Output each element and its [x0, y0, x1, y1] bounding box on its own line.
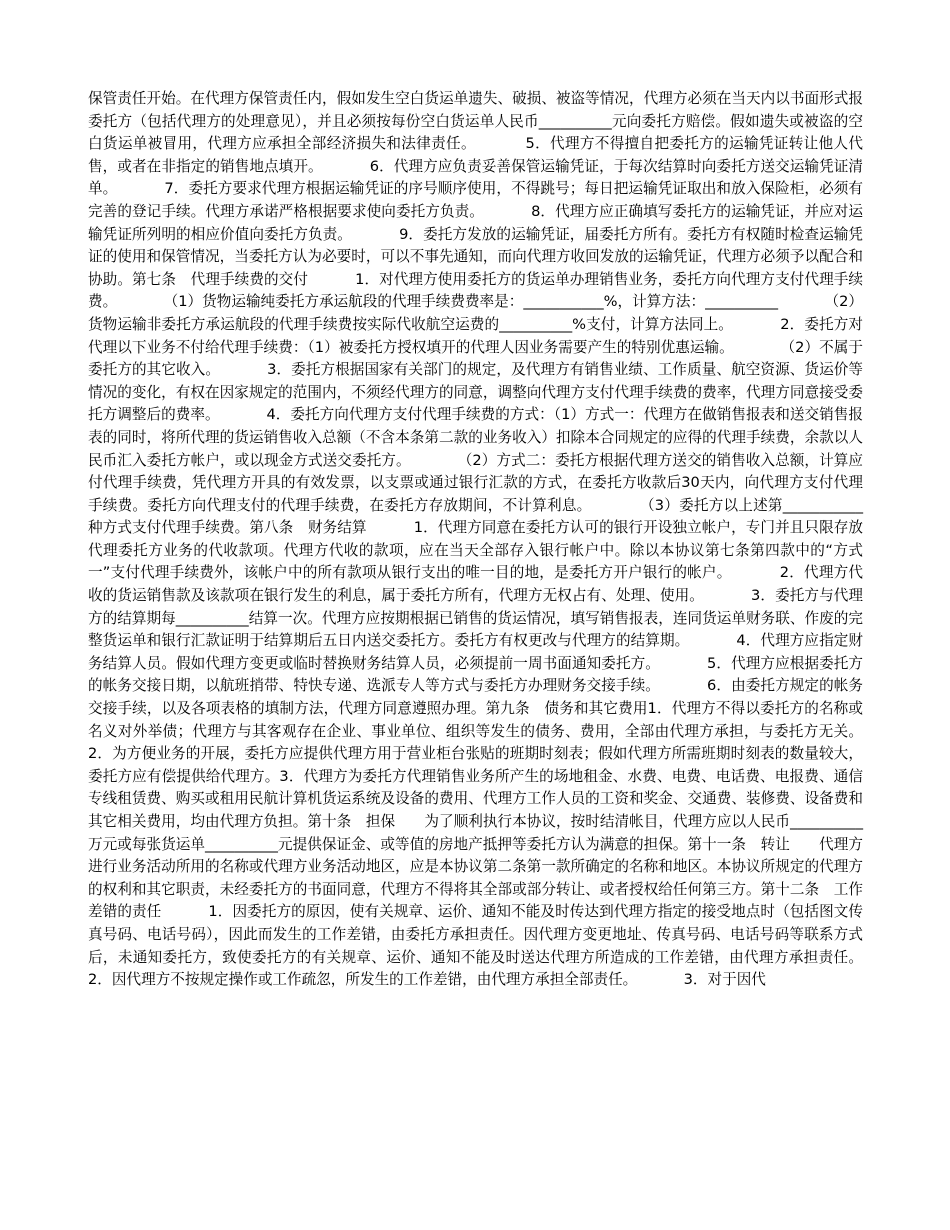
document-body-text: 保管责任开始。在代理方保管责任内，假如发生空白货运单遗失、破损、被盗等情况，代理方必须在当天内以书面形式报委托方（包括代理方的处理意见），并且必须按每份空白货运单人民币__________元向委托方赔偿。假如遗失或被盗的空白货运单被冒用，代理方应承担全部经济损失和法律责任。 5．代理方不得擅自把委托方的运输凭证转让他人代售，或者在非指定的销售地点填开。 6．代理方应负责妥善保管运输凭证，于每次结算时向委托方送交运输凭证清单。 7．委托方要求代理方根据运输凭证的序号顺序使用，不得跳号；每日把运输凭证取出和放入保险柜，必须有完善的登记手续。代理方承诺严格根据要求使向委托方负责。 8．代理方应正确填写委托方的运输凭证，并应对运输凭证所列明的相应价值向委托方负责。 9．委托方发放的运输凭证，届委托方所有。委托方有权随时检查运输凭证的使用和保管情况，当委托方认为必要时，可以不事先通知，而向代理方收回发放的运输凭证，代理方必须予以配合和协助。第七条 代理手续费的交付 1．对代理方使用委托方的货运单办理销售业务，委托方向代理方支付代理手续费。 （1）货物运输纯委托方承运航段的代理手续费费率是：___________%，计算方法：__________ （2）货物运输非委托方承运航段的代理手续费按实际代收航空运费的__________%支付，计算方法同上。 2．委托方对代理以下业务不付给代理手续费：（1）被委托方授权填开的代理人因业务需要产生的特别优惠运输。 （2）不属于委托方的其它收入。 3．委托方根据国家有关部门的规定，及代理方有销售业绩、工作质量、航空资源、货运价等情况的变化，有权在因家规定的范围内，不须经代理方的同意，调整向代理方支付代理手续费的费率，代理方同意接受委托方调整后的费率。 4．委托方向代理方支付代理手续费的方式：（1）方式一：代理方在做销售报表和送交销售报表的同时，将所代理的货运销售收入总额（不含本条第二款的业务收入）扣除本合同规定的应得的代理手续费，余款以人民币汇入委托方帐户，或以现金方式送交委托方。 （2）方式二：委托方根据代理方送交的销售收入总额，计算应付代理手续费，凭代理方开具的有效发票，以支票或通过银行汇款的方式，在委托方收款后30天内，向代理方支付代理手续费。委托方向代理支付的代理手续费，在委托方存放期间，不计算利息。 （3）委托方以上述第___________种方式支付代理手续费。第八条 财务结算 1．代理方同意在委托方认可的银行开设独立帐户，专门并且只限存放代理委托方业务的代收款项。代理方代收的款项，应在当天全部存入银行帐户中。除以本协议第七条第四款中的“方式一”支付代理手续费外，该帐户中的所有款项从银行支出的唯一目的地，是委托方开户银行的帐户。 2．代理方代收的货运销售款及该款项在银行发生的利息，属于委托方所有，代理方无权占有、处理、使用。 3．委托方与代理方的结算期每__________结算一次。代理方应按期根据已销售的货运情况，填写销售报表，连同货运单财务联、作废的完整货运单和银行汇款证明于结算期后五日内送交委托方。委托方有权更改与代理方的结算期。 4．代理方应指定财务结算人员。假如代理方变更或临时替换财务结算人员，必须提前一周书面通知委托方。 5．代理方应根据委托方的帐务交接日期，以航班捎带、特快专递、选派专人等方式与委托方办理财务交接手续。 6．由委托方规定的帐务交接手续，以及各项表格的填制方法，代理方同意遵照办理。第九条 债务和其它费用1．代理方不得以委托方的名称或名义对外举债；代理方与其客观存在企业、事业单位、组织等发生的债务、费用，全部由代理方承担，与委托方无关。 2．为方便业务的开展，委托方应提供代理方用于营业柜台张贴的班期时刻表；假如代理方所需班期时刻表的数量较大，委托方应有偿提供给代理方。3．代理方为委托方代理销售业务所产生的场地租金、水费、电费、电话费、电报费、通信专线租赁费、购买或租用民航计算机货运系统及设备的费用、代理方工作人员的工资和奖金、交通费、装修费、设备费和其它相关费用，均由代理方负担。第十条 担保 为了顺利执行本协议，按时结清帐目，代理方应以人民币__________万元或每张货运单__________元提供保证金、或等值的房地产抵押等委托方认为满意的担保。第十一条 转让 代理方进行业务活动所用的名称或代理方业务活动地区，应是本协议第二条第一款所确定的名称和地区。本协议所规定的代理方的权利和其它职责，未经委托方的书面同意，代理方不得将其全部或部分转让、或者授权给任何第三方。第十二条 工作差错的责任 1．因委托方的原因，使有关规章、运价、通知不能及时传达到代理方指定的接受地点时（包括图文传真号码、电话号码），因此而发生的工作差错，由委托方承担责任。因代理方变更地址、传真号码、电话号码等联系方式后，未通知委托方，致使委托方的有关规章、运价、通知不能及时送达代理方所造成的工作差错，由代理方承担责任。2．因代理方不按规定操作或工作疏忽，所发生的工作差错，由代理方承担全部责任。 3．对于因代	[88, 90, 910, 989]
